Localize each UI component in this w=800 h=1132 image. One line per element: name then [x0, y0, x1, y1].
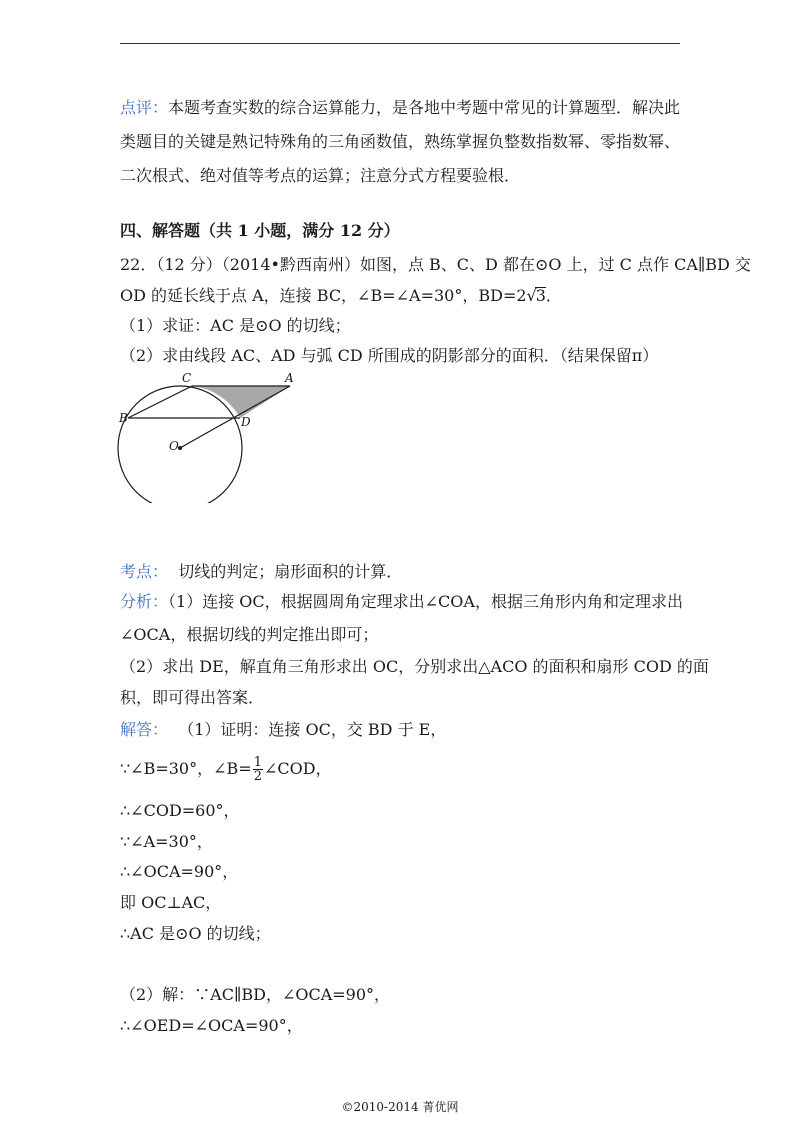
answer-step-4: ∴∠OCA=90°，	[120, 862, 239, 881]
problem-line-2	[120, 286, 700, 306]
fraction-one-half	[253, 756, 263, 783]
circle-o	[118, 386, 242, 503]
label-o: O	[169, 439, 179, 453]
answer-part2-line-1: （2）解：∵AC∥BD，∠OCA=90°，	[120, 985, 391, 1004]
kaodian-label: 考点：	[120, 562, 169, 581]
label-b: B	[119, 411, 128, 425]
problem-line-2-text: OD 的延长线于点 A，连接 BC，∠B=∠A=30°，BD=2	[120, 286, 527, 305]
header-rule	[120, 43, 680, 44]
analysis-line-3: （2）求出 DE，解直角三角形求出 OC，分别求出△ACO 的面积和扇形 COD 的面	[120, 657, 709, 676]
fraction-denominator: 2	[253, 769, 262, 784]
answer-line-1	[120, 720, 700, 740]
analysis-line-1	[120, 592, 700, 612]
footer-copyright: ©2010-2014 菁优网	[341, 1100, 459, 1114]
answer-text-1: （1）证明：连接 OC，交 BD 于 E，	[178, 720, 447, 739]
comment-line-2: 类题目的关键是熟记特殊角的三角函数值，熟练掌握负整数指数幂、零指数幂、	[120, 132, 681, 151]
problem-line-1: 22．（12 分）（2014•黔西南州）如图，点 B、C、D 都在⊙O 上，过 C 点作 CA∥BD 交	[120, 255, 751, 274]
kaodian-text: 切线的判定；扇形面积的计算．	[178, 562, 403, 581]
comment-label: 点评：	[120, 98, 169, 117]
label-d: D	[241, 415, 251, 429]
sqrt-radicand: 3	[535, 286, 546, 305]
answer-label: 解答：	[120, 720, 169, 739]
geometry-figure	[115, 368, 300, 503]
sqrt-symbol: √	[526, 286, 537, 305]
answer-part2-line-2: ∴∠OED=∠OCA=90°，	[120, 1016, 303, 1035]
comment-line-3: 二次根式、绝对值等考点的运算；注意分式方程要验根．	[120, 166, 521, 185]
comment-line-1	[120, 98, 700, 118]
answer-step-5: 即 OC⊥AC，	[120, 893, 222, 912]
kaodian-line	[120, 562, 700, 582]
problem-part-1: （1）求证：AC 是⊙O 的切线；	[120, 316, 351, 335]
label-a: A	[285, 371, 294, 385]
answer-step-3: ∵∠A=30°，	[120, 832, 213, 851]
answer-step-1-post: ∠COD，	[263, 759, 332, 778]
analysis-line-2: ∠OCA，根据切线的判定推出即可；	[120, 625, 379, 644]
answer-step-2: ∴∠COD=60°，	[120, 801, 240, 820]
problem-part-2: （2）求由线段 AC、AD 与弧 CD 所围成的阴影部分的面积．（结果保留π）	[120, 346, 659, 365]
answer-step-6: ∴AC 是⊙O 的切线；	[120, 924, 271, 943]
label-c: C	[182, 371, 192, 385]
answer-step-1-pre: ∵∠B=30°，∠B=	[120, 759, 252, 778]
fraction-numerator: 1	[253, 755, 262, 770]
analysis-text-1: （1）连接 OC，根据圆周角定理求出∠COA，根据三角形内角和定理求出	[168, 592, 683, 611]
section-title: 四、解答题（共 1 小题，满分 12 分）	[120, 221, 400, 240]
problem-line-2-end: ．	[545, 286, 562, 305]
answer-step-1	[120, 754, 700, 784]
analysis-label: 分析：	[120, 592, 169, 611]
analysis-line-4: 积，即可得出答案．	[120, 688, 265, 707]
comment-text-1: 本题考查实数的综合运算能力，是各地中考题中常见的计算题型．解决此	[168, 98, 681, 117]
